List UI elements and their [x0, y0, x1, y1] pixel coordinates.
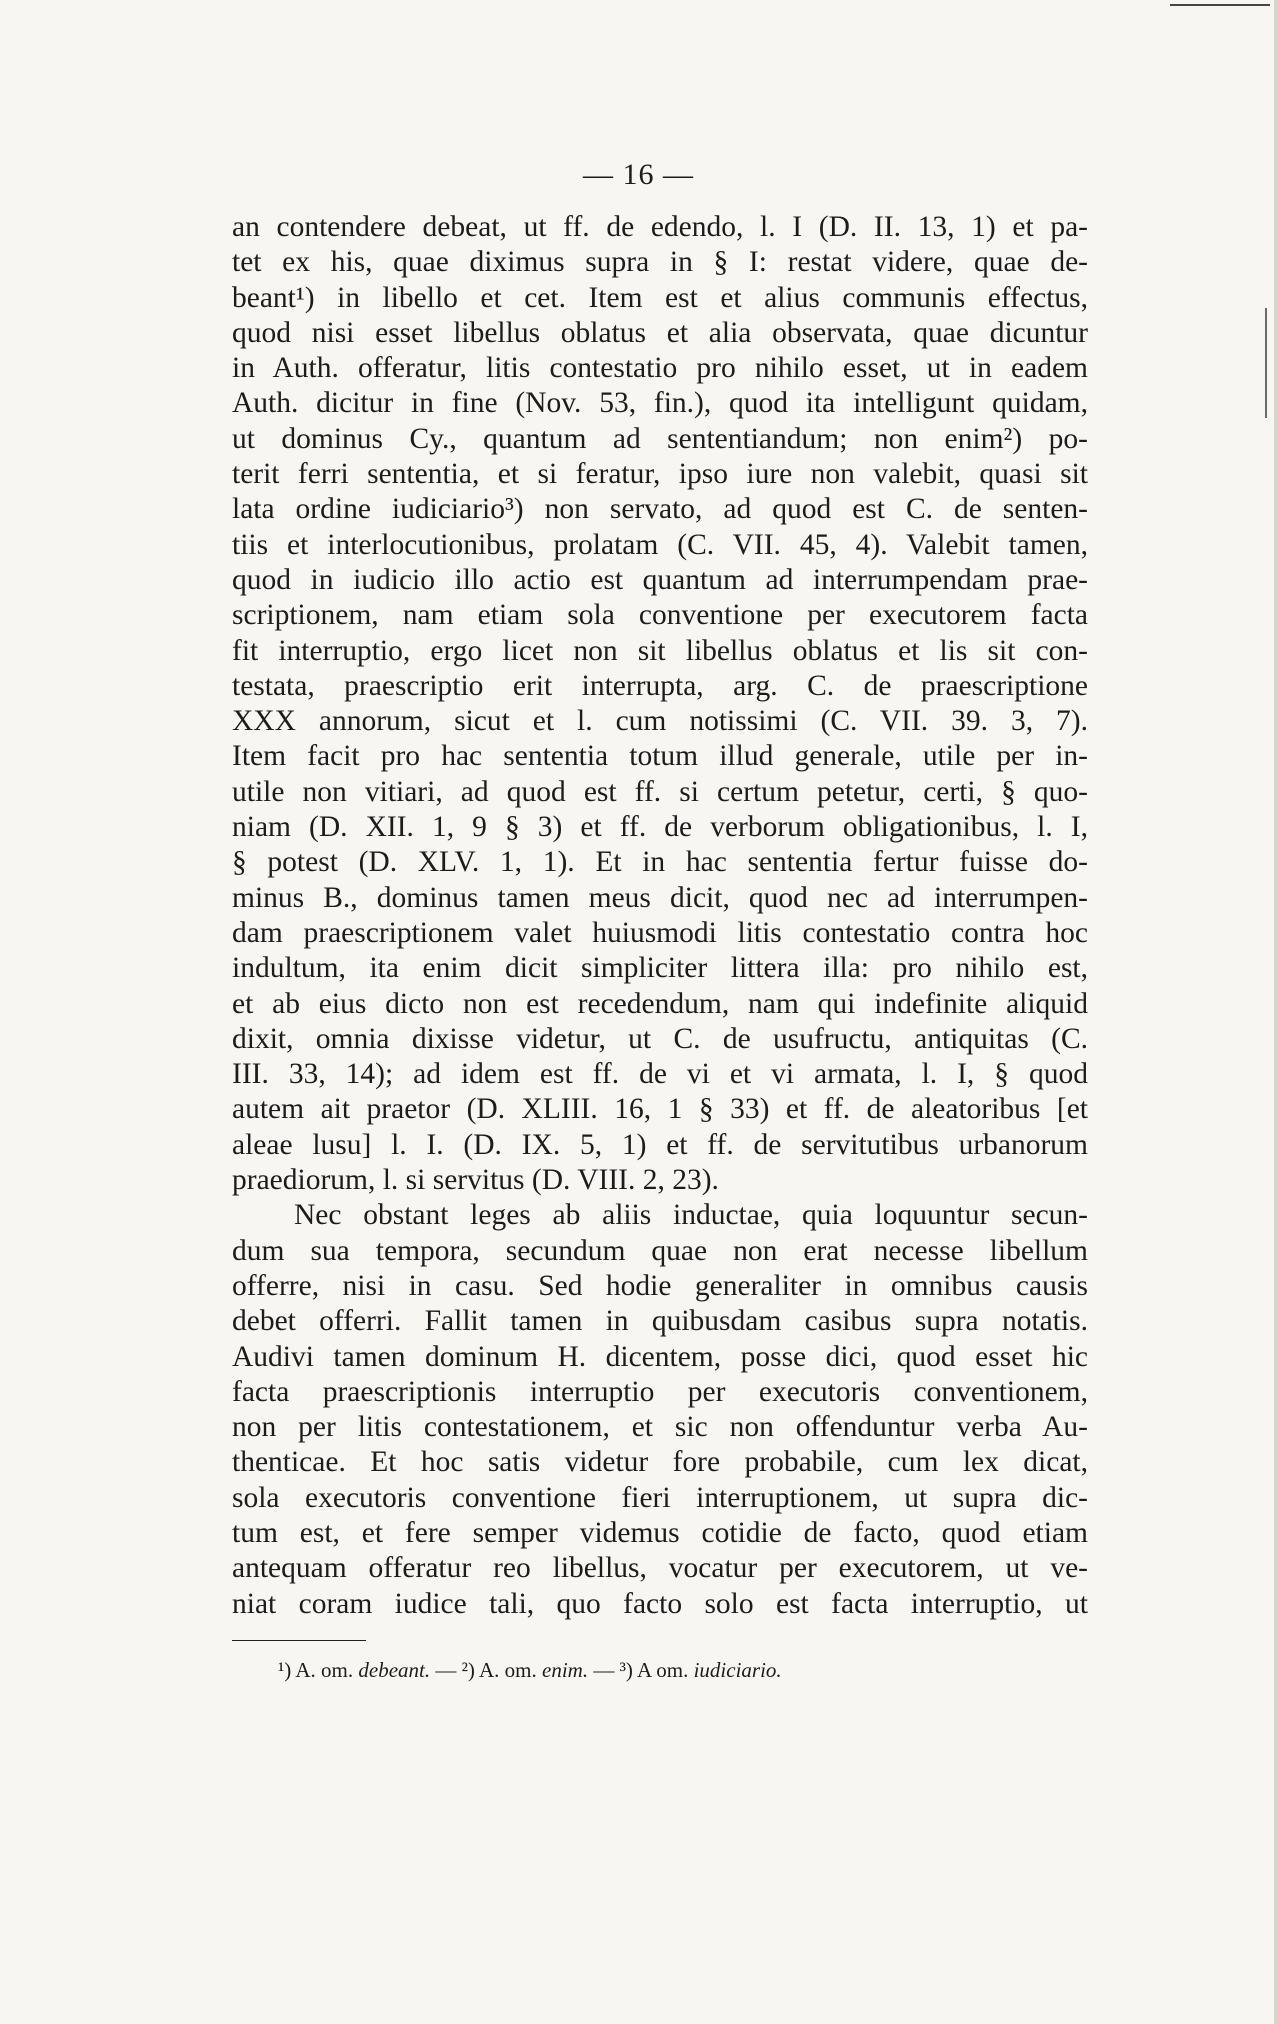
- text-line: non per litis contestationem, et sic non offenduntur verba Au-: [232, 1411, 1088, 1444]
- footnote-text: A. om.: [295, 1658, 354, 1682]
- text-line: autem ait praetor (D. XLIII. 16, 1 § 33) et ff. de aleatoribus [et: [232, 1093, 1088, 1126]
- text-line: dixit, omnia dixisse videtur, ut C. de usufructu, antiquitas (C.: [232, 1022, 1088, 1055]
- text-line: tet ex his, quae diximus supra in § I: restat videre, quae de-: [232, 246, 1088, 279]
- text-line: tiis et interlocutionibus, prolatam (C. VII. 45, 4). Valebit tamen,: [232, 528, 1088, 561]
- text-line: indultum, ita enim dicit simpliciter littera illa: pro nihilo est,: [232, 952, 1088, 985]
- text-line: fit interruptio, ergo licet non sit libellus oblatus et lis sit con-: [232, 634, 1088, 667]
- text-line: terit ferri sententia, et si feratur, ipso iure non valebit, quasi sit: [232, 458, 1088, 491]
- text-line: Audivi tamen dominum H. dicentem, posse dici, quod esset hic: [232, 1340, 1088, 1373]
- footnote-dash: —: [435, 1658, 457, 1682]
- paragraph-1: [232, 210, 1088, 1198]
- text-line: dum sua tempora, secundum quae non erat necesse libellum: [232, 1234, 1088, 1267]
- footnote-mark: ¹): [278, 1658, 292, 1682]
- scan-mark: [1265, 308, 1267, 418]
- paragraph-2: [232, 1198, 1088, 1622]
- text-line: Item facit pro hac sententia totum illud generale, utile per in-: [232, 740, 1088, 773]
- text-line: lata ordine iudiciario³) non servato, ad quod est C. de senten-: [232, 493, 1088, 526]
- footnote-3: [620, 1658, 782, 1682]
- text-line: debet offerri. Fallit tamen in quibusdam casibus supra notatis.: [232, 1305, 1088, 1338]
- footnote-text: A om.: [636, 1658, 689, 1682]
- text-line: praediorum, l. si servitus (D. VIII. 2, 23).: [232, 1164, 719, 1197]
- text-line: et ab eius dicto non est recedendum, nam qui indefinite aliquid: [232, 987, 1088, 1020]
- text-line: thenticae. Et hoc satis videtur fore probabile, cum lex dicat,: [232, 1446, 1088, 1479]
- text-line: niat coram iudice tali, quo facto solo est facta interruptio, ut: [232, 1587, 1088, 1620]
- footnote-word: iudiciario.: [693, 1658, 782, 1682]
- footnote-word: debeant.: [358, 1658, 431, 1682]
- text-line: aleae lusu] l. I. (D. IX. 5, 1) et ff. de servitutibus urbanorum: [232, 1128, 1088, 1161]
- body-text: [232, 210, 1088, 1622]
- footnotes: [278, 1656, 1078, 1684]
- text-line: testata, praescriptio erit interrupta, arg. C. de praescriptione: [232, 669, 1088, 702]
- text-line: in Auth. offeratur, litis contestatio pro nihilo esset, ut in eadem: [232, 352, 1088, 385]
- footnote-mark: ²): [461, 1658, 475, 1682]
- text-line: tum est, et fere semper videmus cotidie de facto, quod etiam: [232, 1516, 1088, 1549]
- text-line: beant¹) in libello et cet. Item est et alius communis effectus,: [232, 281, 1088, 314]
- text-line: dam praescriptionem valet huiusmodi litis contestatio contra hoc: [232, 916, 1088, 949]
- text-line: Auth. dicitur in fine (Nov. 53, fin.), quod ita intelligunt quidam,: [232, 387, 1088, 420]
- text-line: quod in iudicio illo actio est quantum ad interrumpendam prae-: [232, 563, 1088, 596]
- text-line: ut dominus Cy., quantum ad sententiandum; non enim²) po-: [232, 422, 1088, 455]
- text-line: sola executoris conventione fieri interruptionem, ut supra dic-: [232, 1481, 1088, 1514]
- text-line: an contendere debeat, ut ff. de edendo, l. I (D. II. 13, 1) et pa-: [232, 211, 1088, 243]
- text-line: antequam offeratur reo libellus, vocatur per executorem, ut ve-: [232, 1552, 1088, 1585]
- text-line: III. 33, 14); ad idem est ff. de vi et vi armata, l. I, § quod: [232, 1058, 1088, 1091]
- footnote-1: [278, 1658, 435, 1682]
- text-line: scriptionem, nam etiam sola conventione per executorem facta: [232, 599, 1088, 632]
- text-line: niam (D. XII. 1, 9 § 3) et ff. de verborum obligationibus, l. I,: [232, 811, 1088, 844]
- text-line: minus B., dominus tamen meus dicit, quod nec ad interrumpen-: [232, 881, 1088, 914]
- footnote-word: enim.: [542, 1658, 589, 1682]
- footnote-dash: —: [593, 1658, 615, 1682]
- footnote-mark: ³): [619, 1658, 633, 1682]
- text-line: XXX annorum, sicut et l. cum notissimi (C. VII. 39. 3, 7).: [232, 705, 1088, 738]
- text-line: offerre, nisi in casu. Sed hodie generaliter in omnibus causis: [232, 1269, 1088, 1302]
- text-line: quod nisi esset libellus oblatus et alia observata, quae dicuntur: [232, 316, 1088, 349]
- scan-speck: [1170, 4, 1270, 6]
- page-number: — 16 —: [583, 158, 694, 191]
- text-line: facta praescriptionis interruptio per executoris conventionem,: [232, 1375, 1088, 1408]
- text-line: Nec obstant leges ab aliis inductae, quia loquuntur secun-: [294, 1199, 1088, 1232]
- footnote-2: [462, 1658, 594, 1682]
- footnote-separator: [232, 1640, 366, 1641]
- text-line: utile non vitiari, ad quod est ff. si certum petetur, certi, § quo-: [232, 775, 1088, 808]
- footnote-text: A. om.: [479, 1658, 537, 1682]
- text-line: § potest (D. XLV. 1, 1). Et in hac sententia fertur fuisse do-: [232, 846, 1088, 879]
